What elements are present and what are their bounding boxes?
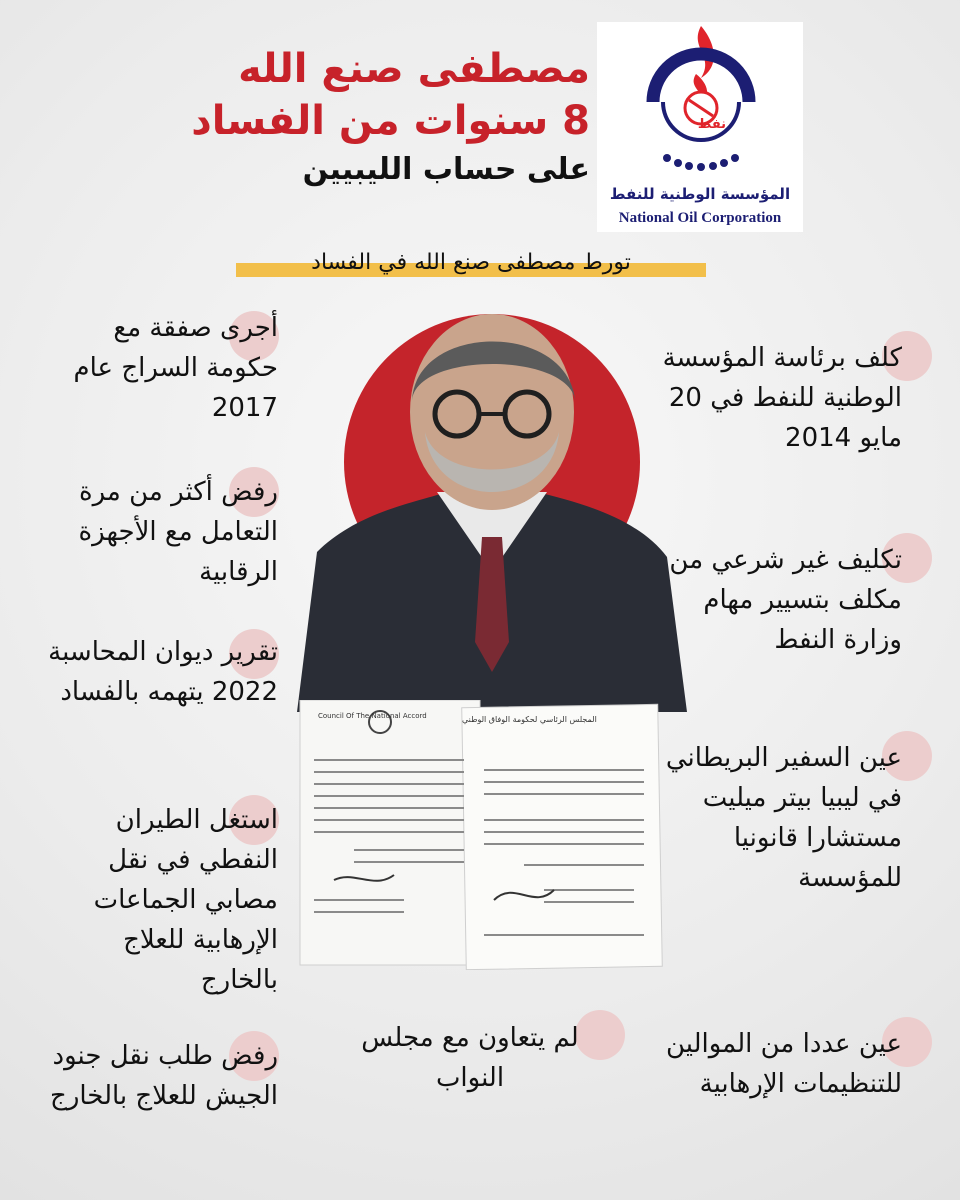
logo-emblem-text: نفط bbox=[697, 117, 727, 132]
fact-audit-report: تقرير ديوان المحاسبة 2022 يتهمه بالفساد bbox=[48, 637, 278, 707]
noc-emblem-icon bbox=[597, 22, 803, 187]
official-document-image bbox=[294, 700, 664, 970]
title-subline: على حساب الليبيين bbox=[302, 152, 590, 187]
logo-english-name: National Oil Corporation bbox=[618, 210, 782, 226]
doc-council-en: Council Of The National Accord bbox=[318, 712, 427, 720]
fact-oil-aviation: استغل الطيران النفطي في نقل مصابي الجماعات الإرهابية للعلاج بالخارج bbox=[93, 805, 278, 995]
fact-appointed-2014: كلف برئاسة المؤسسة الوطنية للنفط في 20 مايو 2014 bbox=[662, 343, 902, 453]
fact-parliament: لم يتعاون مع مجلس النواب bbox=[361, 1023, 579, 1093]
logo-arabic-name: المؤسسة الوطنية للنفط bbox=[609, 185, 791, 203]
fact-british-ambassador: عين السفير البريطاني في ليبيا بيتر ميليت مستشارا قانونيا للمؤسسة bbox=[665, 743, 902, 893]
fact-sarraj-deal: أجرى صفقة مع حكومة السراج عام 2017 bbox=[73, 313, 278, 423]
fact-terror-loyalists: عين عددا من الموالين للتنظيمات الإرهابية bbox=[665, 1029, 902, 1099]
subtitle-text: تورط مصطفى صنع الله في الفساد bbox=[311, 250, 631, 275]
subtitle-banner bbox=[236, 250, 706, 274]
fact-refused-army-transfer: رفض طلب نقل جنود الجيش للعلاج بالخارج bbox=[50, 1041, 278, 1111]
portrait-illustration bbox=[297, 312, 687, 712]
doc-council-ar: المجلس الرئاسي لحكومة الوفاق الوطني bbox=[462, 715, 597, 724]
fact-refused-oversight: رفض أكثر من مرة التعامل مع الأجهزة الرقابية bbox=[78, 477, 278, 587]
title-years: 8 سنوات من الفساد bbox=[191, 98, 590, 144]
noc-logo bbox=[597, 22, 803, 232]
title-name: مصطفى صنع الله bbox=[238, 46, 590, 92]
fact-illegitimate-assignment: تكليف غير شرعي من مكلف بتسيير مهام وزارة النفط bbox=[669, 545, 902, 655]
